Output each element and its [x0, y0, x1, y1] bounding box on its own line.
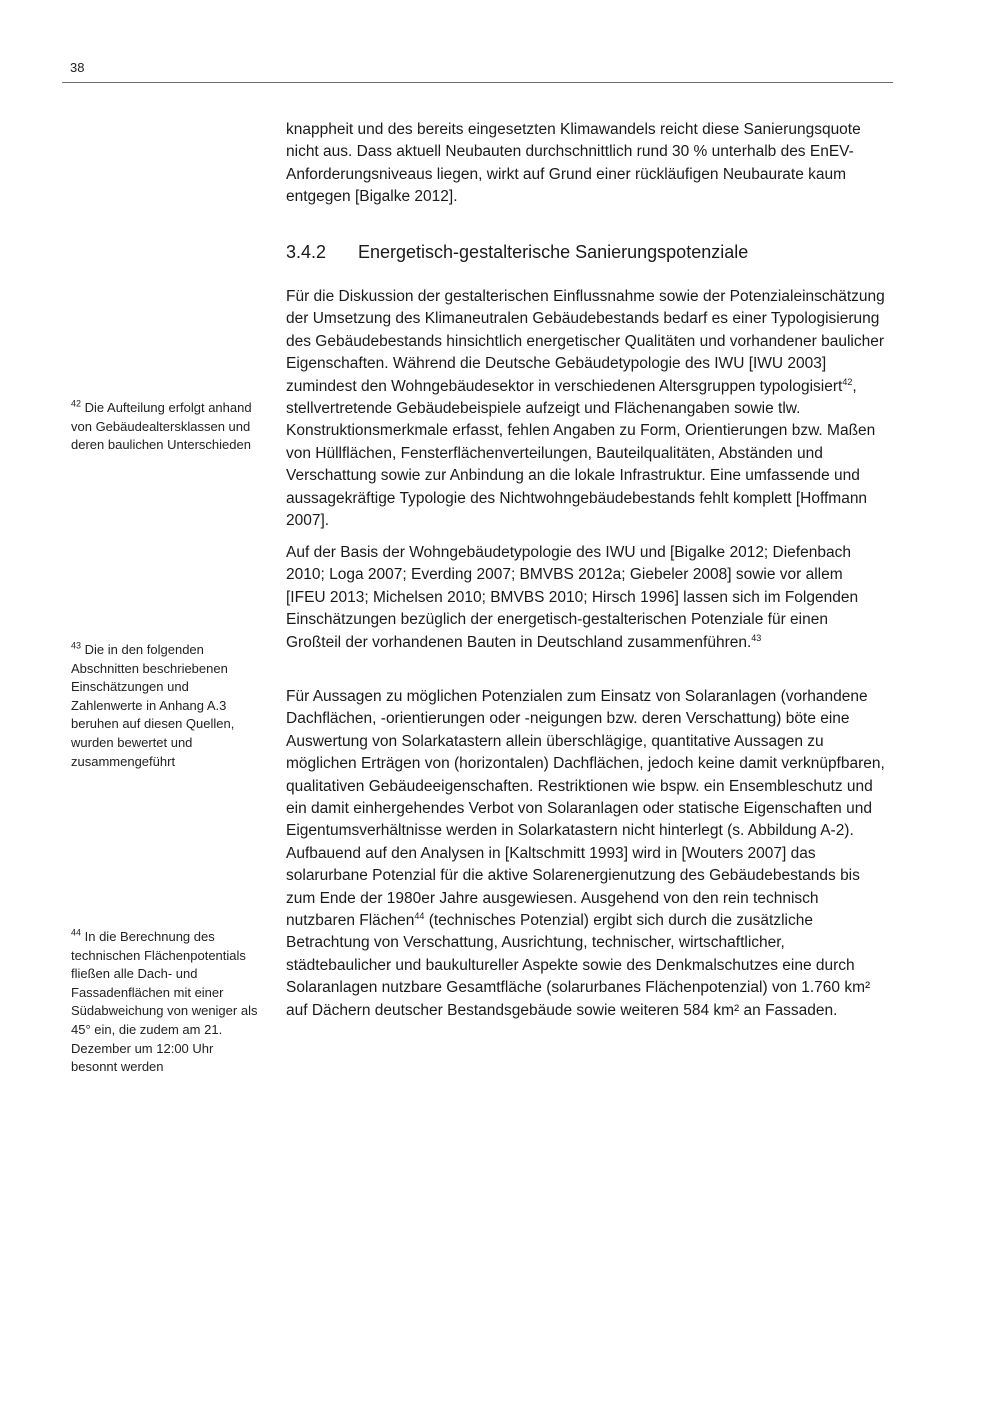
- footnote-ref-44[interactable]: 44: [414, 910, 425, 921]
- paragraph-text: [286, 542, 886, 654]
- body-paragraph-1: [286, 119, 886, 209]
- paragraph-text: [286, 286, 886, 532]
- body-paragraph-4: [286, 686, 886, 1022]
- paragraph-2-text-b: , stellvertretende Gebäudebeispiele aufzeigt und Flächenangaben sowie tlw. Konstruktionsmerkmale erfasst, fehlen Angaben zu Form, Orientierungen bzw. Maßen von Hüllflächen, Fensterflächenverteilungen, Bauteilqualitäten, Abständen und Verschattung sowie zur Anbindung an die lokale Infrastruktur. Eine umfassende und aussagekräftige Typologie des Nichtwohngebäudebestands fehlt komplett [Hoffmann 2007].: [286, 377, 876, 530]
- footnote-ref-42[interactable]: 42: [842, 376, 853, 387]
- section-heading: [286, 240, 748, 264]
- body-paragraph-2: [286, 286, 886, 532]
- body-paragraph-3: [286, 542, 886, 654]
- margin-note-text: Die in den folgenden Abschnitten beschriebenen Einschätzungen und Zahlenwerte in Anhang A.3 beruhen auf diesen Quellen, wurden bewertet und zusammengeführt: [71, 642, 235, 769]
- margin-note-43: [71, 641, 261, 771]
- margin-note-42: [71, 399, 261, 455]
- paragraph-3-text: Auf der Basis der Wohngebäudetypologie des IWU und [Bigalke 2012; Diefenbach 2010; Loga 2007; Everding 2007; BMVBS 2012a; Giebeler 2008] sowie vor allem [IFEU 2013; Michelsen 2010; BMVBS 2010; Hirsch 1996] lassen sich im Folgenden Einschätzungen bezüglich der energetisch-gestalterischen Potenziale für einen Großteil der vorhandenen Bauten in Deutschland zusammenführen.: [286, 544, 859, 651]
- margin-note-text: In die Berechnung des technischen Flächenpotentials fließen alle Dach- und Fassadenflächen mit einer Südabweichung von weniger als 45° ein, die zudem am 21. Dezember um 12:00 Uhr besonnt werden: [71, 929, 258, 1075]
- margin-note-ref: 43: [71, 640, 82, 651]
- section-number: 3.4.2: [286, 242, 327, 262]
- paragraph-4-text-b: (technisches Potenzial) ergibt sich durch die zusätzliche Betrachtung von Verschattung, Ausrichtung, technischer, wirtschaftlicher, städtebaulicher und baukultureller Aspekte sowie des Denkmalschutzes eine durch Solaranlagen nutzbare Gesamtfläche (solarurbanes Flächenpotenzial) von 1.760 km² auf Dächern deutscher Bestandsgebäude sowie weiteren 584 km² an Fassaden.: [286, 912, 871, 1019]
- margin-note-text: Die Aufteilung erfolgt anhand von Gebäudealtersklassen und deren baulichen Unterschieden: [71, 400, 252, 453]
- paragraph-text: [286, 686, 886, 1022]
- footnote-ref-43[interactable]: 43: [751, 632, 762, 643]
- paragraph-2-text-a: Für die Diskussion der gestalterischen Einflussnahme sowie der Potenzialeinschätzung der Umsetzung des Klimaneutralen Gebäudebestands bedarf es einer Typologisierung des Gebäudebestands hinsichtlich energetischer Qualitäten und vorhandener baulicher Eigenschaften. Während die Deutsche Gebäudetypologie des IWU [IWU 2003] zumindest den Wohngebäudesektor in verschiedenen Altersgruppen typologisiert: [286, 288, 885, 395]
- margin-note-ref: 42: [71, 398, 82, 409]
- page-number: 38: [70, 60, 85, 75]
- paragraph-4-text-a: Für Aussagen zu möglichen Potenzialen zum Einsatz von Solaranlagen (vorhandene Dachflächen, -orientierungen oder -neigungen bzw. deren Verschattung) böte eine Auswertung von Solarkatastern allein überschlägige, quantitative Aussagen zu möglichen Erträgen von (horizontalen) Dachflächen, jedoch keine damit verknüpfbaren, qualitativen Gebäudeeigenschaften. Restriktionen wie bspw. ein Ensembleschutz und ein damit einhergehendes Verbot von Solaranlagen oder statische Eigenschaften und Eigentumsverhältnisse werden in Solarkatastern nicht hinterlegt (s. Abbildung A-2). Aufbauend auf den Analysen in [Kaltschmitt 1993] wird in [Wouters 2007] das solarurbane Potenzial für die aktive Solarenergienutzung des Gebäudebestands bis zum Ende der 1980er Jahre ausgewiesen. Ausgehend von den rein technisch nutzbaren Flächen: [286, 688, 885, 930]
- margin-note-ref: 44: [71, 927, 82, 938]
- section-title: Energetisch-gestalterische Sanierungspotenziale: [358, 242, 749, 262]
- paragraph-text: knappheit und des bereits eingesetzten Klimawandels reicht diese Sanierungsquote nicht aus. Dass aktuell Neubauten durchschnittlich rund 30 % unterhalb des EnEV-Anforderungsniveaus liegen, wirkt auf Grund einer rückläufigen Neubaurate kaum entgegen [Bigalke 2012].: [286, 121, 861, 206]
- header-rule: [62, 82, 893, 83]
- margin-note-44: [71, 928, 261, 1077]
